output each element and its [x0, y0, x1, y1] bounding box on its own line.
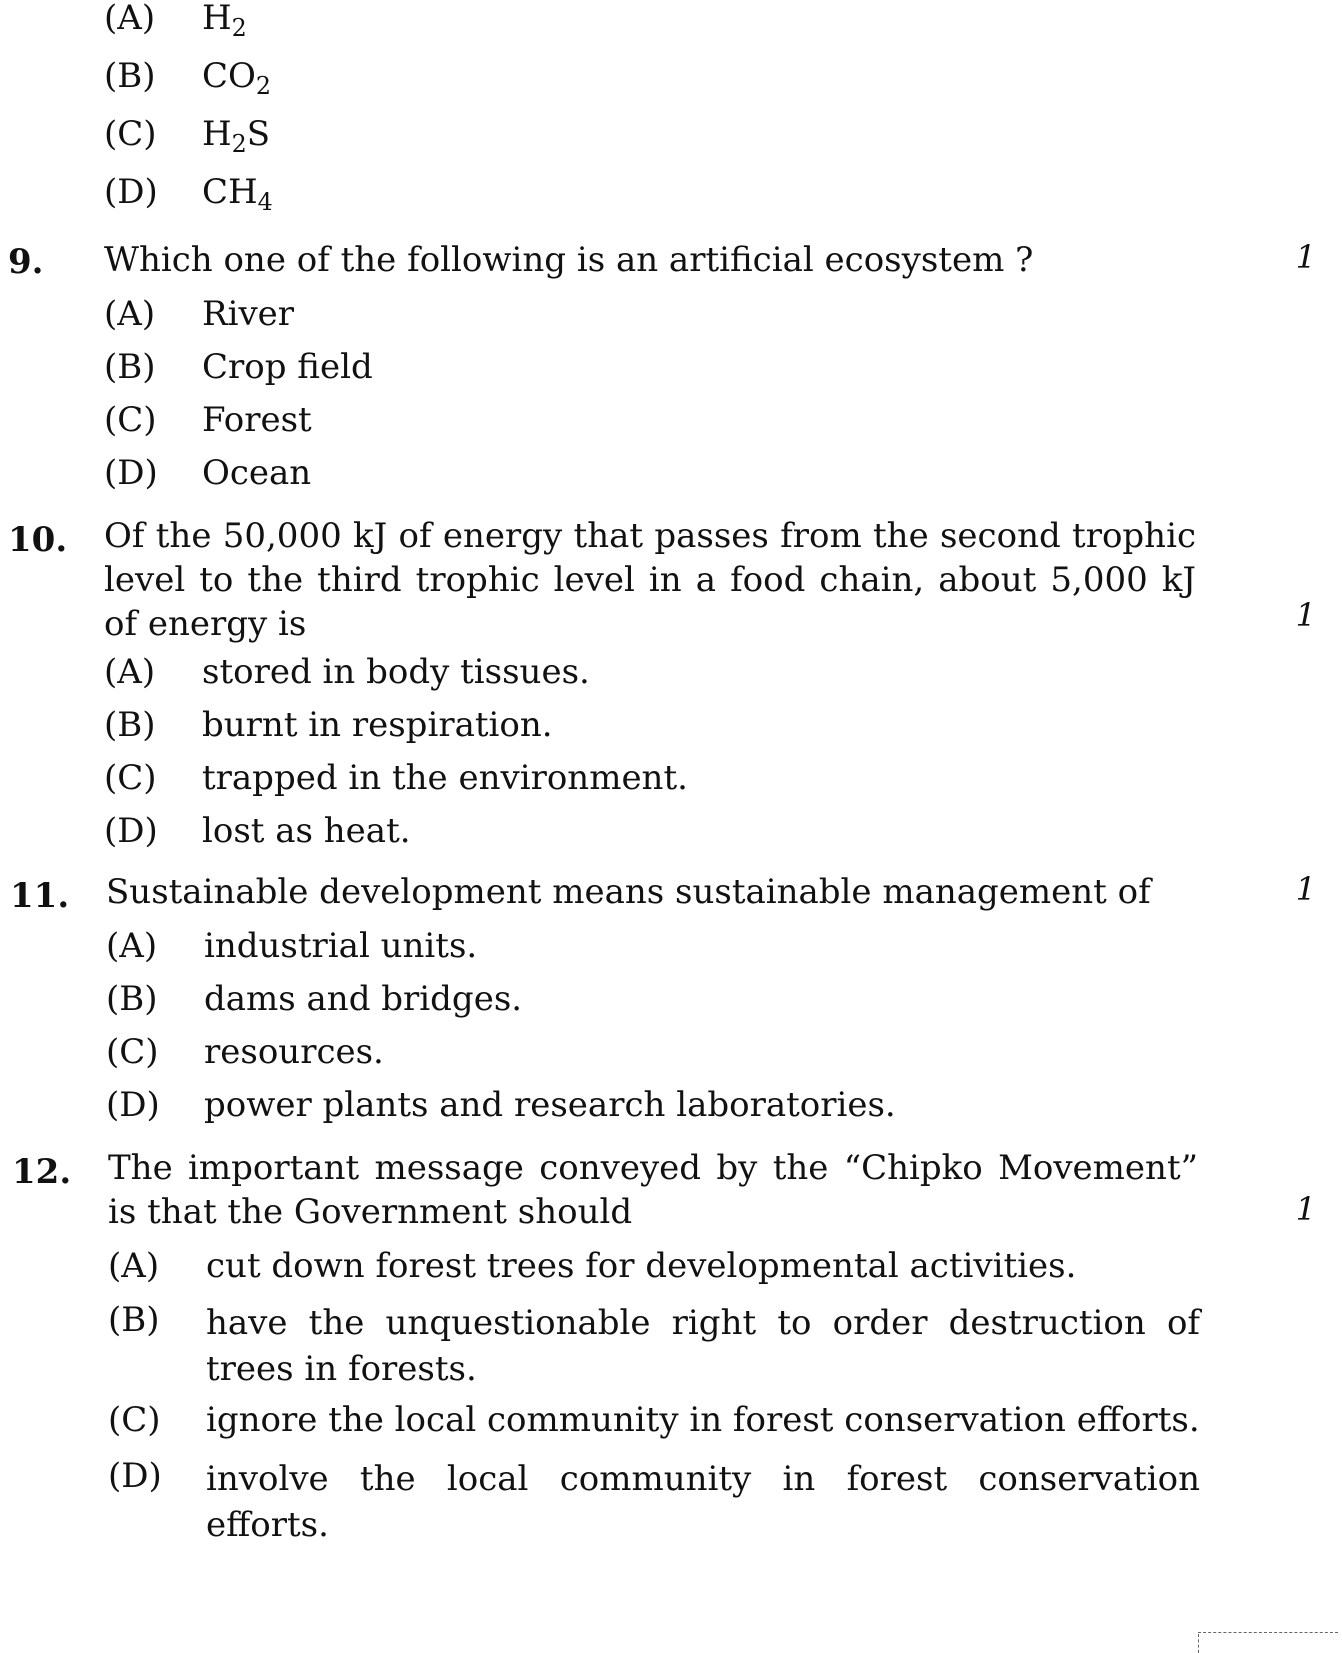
question-marks: 1 [1295, 1190, 1316, 1228]
question-number: 11. [10, 876, 70, 916]
question-text: Of the 50,000 kJ of energy that passes from the second trophic level to the third trophic level in a food chain, about 5,000 kJ of energy is [104, 516, 1196, 644]
option-formula: $CO_2$ [202, 56, 272, 101]
question-number: 12. [12, 1152, 72, 1192]
question-marks: 1 [1295, 870, 1316, 908]
question-text: Which one of the following is an artificial ecosystem ? [104, 240, 1034, 280]
page-stamp-mark-edge [1198, 1634, 1200, 1653]
option-label: (C) [104, 114, 157, 154]
option-label: (A) [104, 0, 156, 38]
page-stamp-mark [1198, 1632, 1338, 1634]
question-number: 10. [8, 520, 68, 560]
question-text: The important message conveyed by the “Chipko Movement” is that the Government should [108, 1148, 1198, 1232]
question-number: 9. [8, 242, 44, 282]
question-marks: 1 [1295, 596, 1316, 634]
question-marks: 1 [1295, 238, 1316, 276]
option-formula: $H_2$ [202, 0, 247, 43]
option-label: (D) [104, 172, 158, 212]
question-text: Sustainable development means sustainable management of [106, 872, 1151, 912]
option-formula: $H_2S$ [202, 114, 271, 159]
option-formula: $CH_4$ [202, 172, 273, 217]
option-label: (B) [104, 56, 156, 96]
